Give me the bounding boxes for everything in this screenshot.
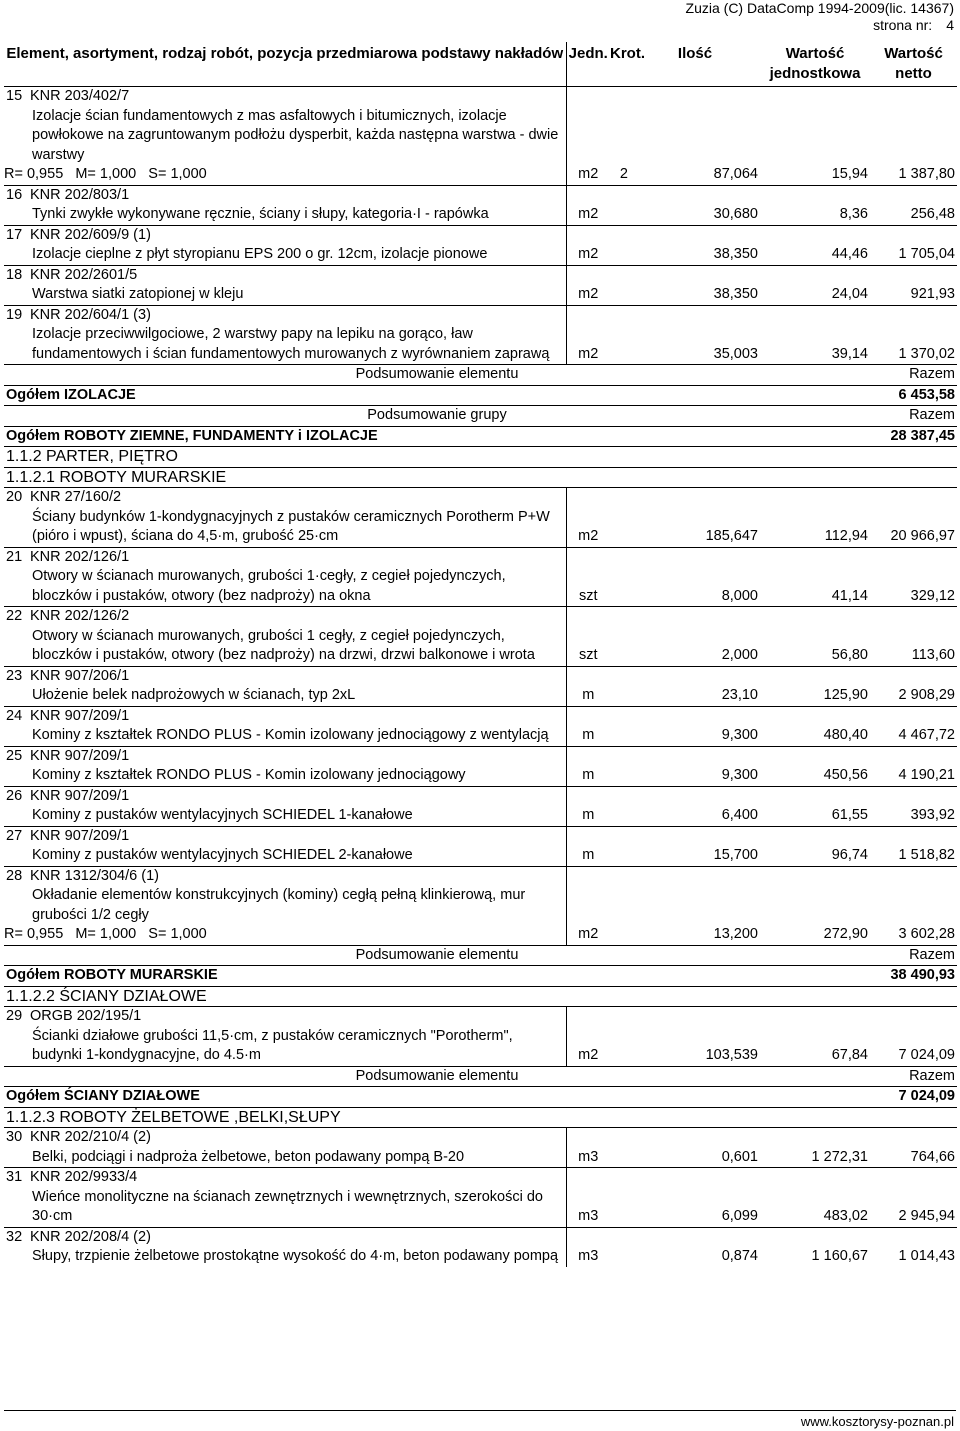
summary-element-razem: Razem [870,1066,957,1087]
item-number: 29 [6,1008,23,1024]
table-row [4,305,957,325]
item-qty: 9,300 [721,727,758,743]
summary-group-label: Podsumowanie grupy [4,406,870,427]
item-number: 24 [6,707,23,724]
section-zelbetowe-title: 1.1.2.3 ROBOTY ŻELBETOWE ,BELKI,SŁUPY [4,1107,957,1128]
item-unit-price: 41,14 [831,587,868,604]
table-row [4,706,957,726]
item-krot [610,508,630,548]
total-group [4,426,957,447]
item-spacer [566,185,957,205]
item-spacer [566,225,957,245]
table-row [4,245,957,265]
table-row [4,666,957,686]
footer-divider [4,1410,956,1411]
item-unit-price: 24,04 [831,286,868,302]
item-spacer [566,826,957,846]
item-spacer [566,547,957,567]
item-net-value: 1 518,82 [898,847,955,863]
item-krot [610,686,630,706]
col-unit: Jedn. [566,42,610,87]
summary-element [4,945,957,966]
item-desc-text: Tynki zwykłe wykonywane ręcznie, ściany i słupy, kategoria·I - rapówka [32,206,489,222]
item-number: 27 [6,827,23,844]
item-spacer [566,786,957,806]
item-net-value: 2 908,29 [898,687,955,703]
item-qty: 8,000 [721,587,758,604]
total-dzialowe-label: Ogółem ŚCIANY DZIAŁOWE [4,1087,870,1108]
page-header [686,0,954,34]
item-spacer [566,1168,957,1188]
item-krot [610,627,630,667]
table-row [4,225,957,245]
item-description [4,245,566,265]
item-unit: m2 [566,107,610,186]
item-unit-price: 272,90 [823,926,868,942]
table-row [4,686,957,706]
total-izolacje [4,385,957,406]
item-number: 22 [6,608,23,624]
item-unit-price: 450,56 [823,767,868,783]
col-krot: Krot. [610,42,630,87]
item-qty: 2,000 [721,647,758,663]
section-murarskie [4,467,957,488]
item-unit-price: 480,40 [823,727,868,743]
item-unit: m [566,766,610,786]
item-code: KNR 203/402/7 [30,88,130,104]
item-net-value: 329,12 [910,587,955,604]
item-net-value: 1 387,80 [898,166,955,182]
total-murarskie-value: 38 490,93 [870,966,957,987]
item-unit: m [566,686,610,706]
item-unit-price: 67,84 [831,1047,868,1063]
item-ref [4,185,566,205]
item-unit: m [566,726,610,746]
item-unit-price: 96,74 [831,847,868,863]
table-row [4,1148,957,1168]
item-net-value: 4 467,72 [898,727,955,743]
item-qty: 15,700 [713,847,758,863]
license-text: Zuzia (C) DataComp 1994-2009(lic. 14367) [685,0,954,16]
item-qty: 30,680 [713,206,758,222]
item-spacer [566,746,957,766]
item-unit-price: 1 160,67 [811,1248,868,1264]
item-unit: szt [566,567,610,607]
total-dzialowe-value: 7 024,09 [870,1087,957,1108]
item-desc-text: Kominy z pustaków wentylacyjnych SCHIEDEL 1-kanałowe [32,807,413,823]
item-krot [610,205,630,225]
summary-group [4,406,957,427]
item-krot [610,285,630,305]
item-ref [4,87,566,107]
item-description [4,846,566,866]
summary-group-razem: Razem [870,406,957,427]
item-unit: m2 [566,886,610,945]
item-krot [610,1027,630,1067]
col-element: Element, asortyment, rodzaj robót, pozycja przedmiarowa podstawy nakładów [4,42,566,87]
item-unit: m2 [566,508,610,548]
item-krot [610,886,630,945]
item-code: KNR 907/206/1 [30,667,130,684]
item-description [4,627,566,667]
item-krot [610,726,630,746]
item-code: KNR 202/609/9 (1) [30,226,151,243]
item-number: 30 [6,1129,23,1145]
item-unit-price: 483,02 [823,1208,868,1224]
section-dzialowe-title: 1.1.2.2 ŚCIANY DZIAŁOWE [4,986,957,1007]
item-desc-text: Ułożenie belek nadprożowych w ścianach, typ 2xL [32,687,356,703]
item-rms-factors: R= 0,955 M= 1,000 S= 1,000 [4,166,207,182]
table-row [4,107,957,186]
item-ref [4,265,566,285]
item-unit-price: 112,94 [824,528,868,544]
item-number: 16 [6,186,23,203]
item-ref [4,706,566,726]
item-ref [4,1227,566,1247]
item-unit: m2 [566,285,610,305]
item-net-value: 20 966,97 [890,528,955,544]
item-ref [4,826,566,846]
item-ref [4,305,566,325]
item-ref [4,666,566,686]
item-code: KNR 202/210/4 (2) [30,1129,151,1145]
item-unit-price: 125,90 [823,687,868,703]
item-desc-text: Otwory w ścianach murowanych, grubości 1·cegły, z cegieł pojedynczych, bloczków i pustaków, otwory (bez nadproży) na okna [32,568,506,604]
summary-element-label: Podsumowanie elementu [4,365,870,386]
item-ref [4,225,566,245]
item-code: KNR 202/803/1 [30,186,130,203]
item-desc-text: Kominy z kształtek RONDO PLUS - Komin izolowany jednociągowy z wentylacją [32,727,549,743]
item-unit: m3 [566,1148,610,1168]
item-code: KNR 202/126/1 [30,548,130,565]
item-net-value: 4 190,21 [898,767,955,783]
table-row [4,325,957,365]
total-murarskie [4,966,957,987]
item-number: 18 [6,266,23,283]
col-qty: Ilość [630,42,760,87]
item-ref [4,607,566,627]
table-row [4,746,957,766]
item-description [4,107,566,186]
item-net-value: 393,92 [910,807,955,823]
item-unit: m2 [566,205,610,225]
item-ref [4,866,566,886]
table-row [4,1188,957,1228]
summary-element-label: Podsumowanie elementu [4,1066,870,1087]
item-qty: 35,003 [713,345,758,362]
section-parter [4,447,957,468]
item-krot [610,766,630,786]
col-unit-price: Wartość jednostkowa [760,42,870,87]
item-rms-factors: R= 0,955 M= 1,000 S= 1,000 [4,926,207,942]
item-net-value: 764,66 [910,1148,955,1165]
item-ref [4,1007,566,1027]
item-code: KNR 202/604/1 (3) [30,306,151,323]
table-row [4,806,957,826]
item-number: 28 [6,867,23,884]
table-header [4,42,957,87]
item-ref [4,488,566,508]
item-description [4,686,566,706]
item-number: 26 [6,787,23,804]
item-krot: 2 [619,166,628,182]
item-spacer [566,706,957,726]
item-description [4,1247,566,1267]
item-number: 32 [6,1228,23,1245]
estimate-table [4,42,957,1267]
item-ref [4,547,566,567]
item-qty: 185,647 [705,528,758,544]
item-unit-price: 39,14 [831,345,868,362]
item-ref [4,786,566,806]
item-qty: 0,601 [721,1148,758,1165]
table-row [4,607,957,627]
total-group-label: Ogółem ROBOTY ZIEMNE, FUNDAMENTY i IZOLACJE [4,426,870,447]
item-spacer [566,1227,957,1247]
item-ref [4,1128,566,1148]
item-number: 15 [6,88,23,104]
item-spacer [566,265,957,285]
item-qty: 13,200 [713,926,758,942]
item-code: KNR 202/208/4 (2) [30,1228,151,1245]
item-desc-text: Kominy z pustaków wentylacyjnych SCHIEDEL 2-kanałowe [32,847,413,863]
item-spacer [566,866,957,886]
item-desc-text: Ściany budynków 1-kondygnacyjnych z pustaków ceramicznych Porotherm P+W (pióro i wpust), ściana do 4,5·m, grubość 25·cm [32,508,550,544]
page-no: 4 [946,17,954,33]
item-description [4,806,566,826]
item-code: ORGB 202/195/1 [30,1008,142,1024]
table-row [4,547,957,567]
table-row [4,488,957,508]
col-net: Wartość netto [870,42,957,87]
item-code: KNR 1312/304/6 (1) [30,867,159,884]
item-code: KNR 202/126/2 [30,608,130,624]
item-description [4,1148,566,1168]
item-qty: 38,350 [713,286,758,302]
item-spacer [566,666,957,686]
item-net-value: 1 705,04 [898,246,955,262]
item-desc-text: Warstwa siatki zatopionej w kleju [32,286,244,302]
item-krot [610,325,630,365]
item-unit: m3 [566,1247,610,1267]
item-description [4,1188,566,1228]
table-row [4,185,957,205]
total-izolacje-label: Ogółem IZOLACJE [4,385,870,406]
item-krot [610,1188,630,1228]
item-unit-price: 56,80 [831,647,868,663]
item-qty: 6,400 [721,807,758,823]
item-unit: m2 [566,1027,610,1067]
item-number: 17 [6,226,23,243]
item-ref [4,746,566,766]
item-desc-text: Belki, podciągi i nadproża żelbetowe, beton podawany pompą B-20 [32,1148,465,1165]
section-parter-title: 1.1.2 PARTER, PIĘTRO [4,447,957,468]
item-unit: m2 [566,325,610,365]
table-row [4,886,957,945]
item-description [4,508,566,548]
table-row [4,87,957,107]
table-row [4,1227,957,1247]
table-row [4,1007,957,1027]
table-body [4,87,957,1267]
item-unit: m [566,846,610,866]
item-description [4,567,566,607]
table-row [4,265,957,285]
total-izolacje-value: 6 453,58 [870,385,957,406]
item-unit: m2 [566,245,610,265]
table-row [4,786,957,806]
item-desc-text: Otwory w ścianach murowanych, grubości 1 cegły, z cegieł pojedynczych, bloczków i pustaków, otwory (bez nadproży) na drzwi, drzwi balkonowe i wrota [32,627,535,663]
item-code: KNR 907/209/1 [30,787,130,804]
item-qty: 6,099 [721,1208,758,1224]
item-unit-price: 1 272,31 [811,1148,868,1165]
item-net-value: 3 602,28 [898,926,955,942]
item-unit-price: 15,94 [831,166,868,182]
item-number: 21 [6,548,23,565]
table-row [4,1027,957,1067]
item-desc-text: Izolacje cieplne z płyt styropianu EPS 200 o gr. 12cm, izolacje pionowe [32,246,488,262]
item-number: 20 [6,489,23,505]
item-qty: 0,874 [721,1248,758,1264]
item-description [4,285,566,305]
item-description [4,1027,566,1067]
item-description [4,766,566,786]
item-description [4,205,566,225]
summary-element [4,1066,957,1087]
item-desc-text: Okładanie elementów konstrukcyjnych (kominy) cegłą pełną klinkierową, mur grubości 1/2 cegły [32,887,526,923]
table-row [4,205,957,225]
table-row [4,866,957,886]
item-net-value: 256,48 [910,206,955,222]
total-dzialowe [4,1087,957,1108]
item-krot [610,1247,630,1267]
item-krot [610,245,630,265]
summary-element-razem: Razem [870,365,957,386]
item-qty: 103,539 [705,1047,758,1063]
item-code: KNR 202/2601/5 [30,266,138,283]
item-unit-price: 8,36 [839,206,868,222]
item-spacer [566,305,957,325]
item-net-value: 1 014,43 [898,1248,955,1264]
item-qty: 23,10 [721,687,758,703]
item-desc-text: Izolacje przeciwwilgociowe, 2 warstwy papy na lepiku na gorąco, ław fundamentowych i ścian fundamentowych murowanych z wyrównaniem zaprawą [32,326,550,362]
table-row [4,1247,957,1267]
table-row [4,285,957,305]
table-row [4,1168,957,1188]
item-qty: 87,064 [713,166,758,182]
table-row [4,726,957,746]
item-code: KNR 27/160/2 [30,489,122,505]
item-spacer [566,607,957,627]
summary-element [4,365,957,386]
item-net-value: 2 945,94 [898,1208,955,1224]
item-spacer [566,1007,957,1027]
item-net-value: 1 370,02 [898,345,955,362]
item-desc-text: Ścianki działowe grubości 11,5·cm, z pustaków ceramicznych "Porotherm", budynki 1-kondygnacyjne, do 4.5·m [32,1027,513,1063]
item-qty: 9,300 [721,767,758,783]
table-row [4,826,957,846]
item-spacer [566,87,957,107]
summary-element-label: Podsumowanie elementu [4,945,870,966]
item-code: KNR 907/209/1 [30,827,130,844]
item-krot [610,846,630,866]
table-row [4,627,957,667]
item-krot [610,567,630,607]
table-row [4,1128,957,1148]
item-number: 23 [6,667,23,684]
footer-url: www.kosztorysy-poznan.pl [800,1414,954,1429]
total-murarskie-label: Ogółem ROBOTY MURARSKIE [4,966,870,987]
item-ref [4,1168,566,1188]
item-desc-text: Kominy z kształtek RONDO PLUS - Komin izolowany jednociągowy [32,767,466,783]
section-dzialowe [4,986,957,1007]
item-number: 25 [6,747,23,764]
section-murarskie-title: 1.1.2.1 ROBOTY MURARSKIE [4,467,957,488]
item-description [4,726,566,746]
item-desc-text: Izolacje ścian fundamentowych z mas asfaltowych i bitumicznych, izolacje powłokowe na zagruntowanym podłożu dysperbit, każda następna warstwa - dwie warstwy [32,107,559,163]
item-krot [610,1148,630,1168]
item-code: KNR 907/209/1 [30,707,130,724]
table-row [4,766,957,786]
item-spacer [566,488,957,508]
item-unit: szt [566,627,610,667]
item-unit-price: 44,46 [831,246,868,262]
item-unit: m3 [566,1188,610,1228]
item-desc-text: Słupy, trzpienie żelbetowe prostokątne wysokość do 4·m, beton podawany pompą [32,1248,559,1264]
item-net-value: 113,60 [911,647,955,663]
summary-element-razem: Razem [870,945,957,966]
item-description [4,886,566,945]
item-net-value: 7 024,09 [898,1047,955,1063]
item-number: 31 [6,1169,23,1185]
item-qty: 38,350 [713,246,758,262]
table-row [4,567,957,607]
table-row [4,508,957,548]
item-number: 19 [6,306,23,323]
item-code: KNR 202/9933/4 [30,1169,138,1185]
item-unit: m [566,806,610,826]
item-desc-text: Wieńce monolityczne na ścianach zewnętrznych i wewnętrznych, szerokości do 30·cm [32,1188,543,1224]
section-zelbetowe [4,1107,957,1128]
item-unit-price: 61,55 [831,807,868,823]
total-group-value: 28 387,45 [870,426,957,447]
page-label: strona nr: [873,17,933,33]
item-spacer [566,1128,957,1148]
item-krot [610,806,630,826]
item-code: KNR 907/209/1 [30,747,130,764]
item-description [4,325,566,365]
item-net-value: 921,93 [910,286,955,302]
page-number [686,17,954,34]
table-row [4,846,957,866]
